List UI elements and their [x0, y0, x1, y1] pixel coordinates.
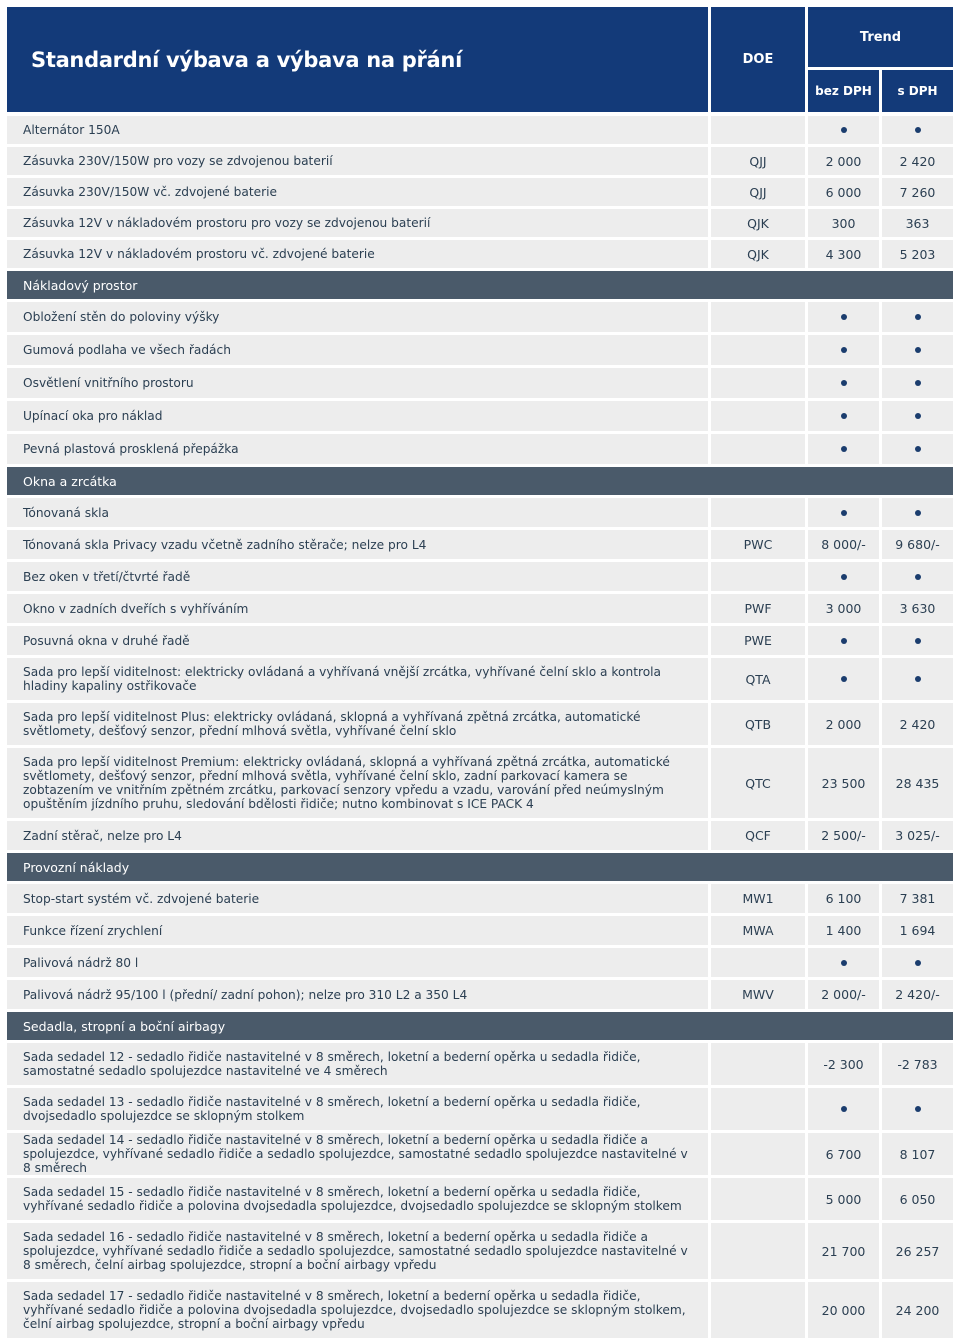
price-bez-dph: 6 000 — [808, 178, 879, 206]
options-table — [7, 116, 953, 1341]
table-row — [7, 1088, 953, 1130]
doe-code: PWC — [711, 530, 805, 559]
table-row — [7, 530, 953, 559]
standard-equipment-dot-icon — [915, 510, 921, 516]
price-s-dph: 363 — [882, 209, 953, 237]
standard-equipment-dot-icon — [841, 314, 847, 320]
table-row — [7, 1223, 953, 1279]
price-bez-dph: 23 500 — [808, 748, 879, 818]
doe-code — [711, 335, 805, 365]
option-description: Zásuvka 12V v nákladovém prostoru vč. zdvojené baterie — [7, 240, 708, 268]
price-bez-dph — [808, 626, 879, 655]
table-row — [7, 948, 953, 977]
section-header: Provozní náklady — [7, 853, 953, 881]
price-bez-dph — [808, 1088, 879, 1130]
s-dph-column-header: s DPH — [882, 70, 953, 112]
standard-equipment-dot-icon — [841, 676, 847, 682]
option-description: Posuvná okna v druhé řadě — [7, 626, 708, 655]
table-row — [7, 147, 953, 175]
doe-code — [711, 401, 805, 431]
price-bez-dph: 6 100 — [808, 884, 879, 913]
standard-equipment-dot-icon — [915, 574, 921, 580]
doe-code — [711, 1088, 805, 1130]
table-row — [7, 1178, 953, 1220]
option-description: Upínací oka pro náklad — [7, 401, 708, 431]
table-row — [7, 1282, 953, 1338]
price-s-dph: -2 783 — [882, 1043, 953, 1085]
price-s-dph: 5 203 — [882, 240, 953, 268]
standard-equipment-dot-icon — [915, 413, 921, 419]
table-row — [7, 368, 953, 398]
standard-equipment-dot-icon — [841, 446, 847, 452]
option-description: Sada sedadel 17 - sedadlo řidiče nastavitelné v 8 směrech, loketní a bederní opěrka u sedadla řidiče, vyhřívané sedadlo řidiče a polovina dvojsedadla spolujezdce, dvojsedadlo spolujezdce se sklopným stolkem, čelní airbag spolujezdce, stropní a boční airbagy vpředu — [7, 1282, 708, 1338]
table-row — [7, 703, 953, 745]
standard-equipment-dot-icon — [841, 413, 847, 419]
price-bez-dph: 5 000 — [808, 1178, 879, 1220]
price-s-dph: 7 381 — [882, 884, 953, 913]
table-row — [7, 748, 953, 818]
standard-equipment-dot-icon — [915, 960, 921, 966]
price-bez-dph: 2 500/- — [808, 821, 879, 850]
option-description: Stop-start systém vč. zdvojené baterie — [7, 884, 708, 913]
price-bez-dph: 300 — [808, 209, 879, 237]
table-row — [7, 335, 953, 365]
price-bez-dph — [808, 368, 879, 398]
standard-equipment-dot-icon — [841, 510, 847, 516]
doe-code — [711, 368, 805, 398]
doe-code — [711, 948, 805, 977]
doe-code — [711, 116, 805, 144]
price-s-dph — [882, 1088, 953, 1130]
price-s-dph: 2 420 — [882, 147, 953, 175]
doe-code — [711, 562, 805, 591]
price-bez-dph — [808, 401, 879, 431]
table-row — [7, 980, 953, 1009]
price-s-dph — [882, 626, 953, 655]
table-row — [7, 1133, 953, 1175]
price-s-dph — [882, 562, 953, 591]
price-bez-dph — [808, 562, 879, 591]
price-bez-dph — [808, 658, 879, 700]
price-s-dph: 7 260 — [882, 178, 953, 206]
page-title: Standardní výbava a výbava na přání — [31, 47, 462, 72]
doe-code: QJK — [711, 240, 805, 268]
price-bez-dph: 6 700 — [808, 1133, 879, 1175]
option-description: Zásuvka 230V/150W pro vozy se zdvojenou baterií — [7, 147, 708, 175]
price-s-dph: 24 200 — [882, 1282, 953, 1338]
price-s-dph — [882, 434, 953, 464]
doe-code — [711, 1043, 805, 1085]
table-row — [7, 401, 953, 431]
table-row — [7, 1043, 953, 1085]
price-s-dph: 2 420 — [882, 703, 953, 745]
price-bez-dph — [808, 116, 879, 144]
section-header: Okna a zrcátka — [7, 467, 953, 495]
standard-equipment-dot-icon — [915, 638, 921, 644]
doe-code — [711, 1282, 805, 1338]
option-description: Bez oken v třetí/čtvrté řadě — [7, 562, 708, 591]
table-row — [7, 434, 953, 464]
doe-code — [711, 498, 805, 527]
option-description: Sada sedadel 12 - sedadlo řidiče nastavitelné v 8 směrech, loketní a bederní opěrka u sedadla řidiče, samostatné sedadlo spolujezdce nastavitelné ve 4 směrech — [7, 1043, 708, 1085]
standard-equipment-dot-icon — [915, 380, 921, 386]
doe-code: QJJ — [711, 147, 805, 175]
price-s-dph: 26 257 — [882, 1223, 953, 1279]
option-description: Okno v zadních dveřích s vyhříváním — [7, 594, 708, 623]
doe-code: QJJ — [711, 178, 805, 206]
table-header — [7, 7, 953, 112]
doe-code — [711, 1178, 805, 1220]
price-s-dph: 28 435 — [882, 748, 953, 818]
price-s-dph: 3 630 — [882, 594, 953, 623]
option-description: Sada sedadel 16 - sedadlo řidiče nastavitelné v 8 směrech, loketní a bederní opěrka u sedadla řidiče a spolujezdce, vyhřívané sedadlo řidiče a sedadlo spolujezdce, samostatné sedadlo spolujezdce nastavitelné v 8 směrech, čelní airbag spolujezdce, stropní a boční airbagy vpředu — [7, 1223, 708, 1279]
price-bez-dph: 2 000 — [808, 147, 879, 175]
table-row — [7, 916, 953, 945]
table-row — [7, 562, 953, 591]
price-s-dph — [882, 498, 953, 527]
price-bez-dph — [808, 434, 879, 464]
standard-equipment-dot-icon — [841, 127, 847, 133]
table-row — [7, 658, 953, 700]
price-s-dph — [882, 658, 953, 700]
option-description: Sada pro lepší viditelnost Plus: elektricky ovládaná, sklopná a vyhřívaná zpětná zrcátka, automatické světlomety, dešťový senzor, přední mlhová světla, vyhřívané čelní sklo — [7, 703, 708, 745]
option-description: Zadní stěrač, nelze pro L4 — [7, 821, 708, 850]
standard-equipment-dot-icon — [841, 960, 847, 966]
standard-equipment-dot-icon — [915, 127, 921, 133]
section-header: Nákladový prostor — [7, 271, 953, 299]
price-bez-dph: 21 700 — [808, 1223, 879, 1279]
price-bez-dph: 1 400 — [808, 916, 879, 945]
doe-code: QTC — [711, 748, 805, 818]
option-description: Palivová nádrž 80 l — [7, 948, 708, 977]
price-s-dph — [882, 302, 953, 332]
option-description: Zásuvka 12V v nákladovém prostoru pro vozy se zdvojenou baterií — [7, 209, 708, 237]
doe-code: MWV — [711, 980, 805, 1009]
table-row — [7, 302, 953, 332]
standard-equipment-dot-icon — [841, 347, 847, 353]
price-bez-dph — [808, 335, 879, 365]
option-description: Alternátor 150A — [7, 116, 708, 144]
bez-dph-column-header: bez DPH — [808, 70, 879, 112]
standard-equipment-dot-icon — [915, 1106, 921, 1112]
price-bez-dph: 2 000/- — [808, 980, 879, 1009]
doe-code — [711, 434, 805, 464]
price-bez-dph: -2 300 — [808, 1043, 879, 1085]
price-s-dph — [882, 335, 953, 365]
doe-code: PWE — [711, 626, 805, 655]
doe-code: MW1 — [711, 884, 805, 913]
standard-equipment-dot-icon — [915, 314, 921, 320]
price-s-dph: 8 107 — [882, 1133, 953, 1175]
option-description: Gumová podlaha ve všech řadách — [7, 335, 708, 365]
price-s-dph — [882, 401, 953, 431]
price-bez-dph — [808, 948, 879, 977]
standard-equipment-dot-icon — [915, 446, 921, 452]
price-bez-dph: 4 300 — [808, 240, 879, 268]
standard-equipment-dot-icon — [915, 676, 921, 682]
table-row — [7, 240, 953, 268]
standard-equipment-dot-icon — [841, 1106, 847, 1112]
doe-code: QCF — [711, 821, 805, 850]
price-s-dph: 9 680/- — [882, 530, 953, 559]
price-bez-dph — [808, 302, 879, 332]
option-description: Sada sedadel 13 - sedadlo řidiče nastavitelné v 8 směrech, loketní a bederní opěrka u sedadla řidiče, dvojsedadlo spolujezdce se sklopným stolkem — [7, 1088, 708, 1130]
option-description: Tónovaná skla Privacy vzadu včetně zadního stěrače; nelze pro L4 — [7, 530, 708, 559]
trend-column-header: Trend — [808, 7, 953, 67]
doe-code — [711, 1223, 805, 1279]
option-description: Osvětlení vnitřního prostoru — [7, 368, 708, 398]
standard-equipment-dot-icon — [841, 574, 847, 580]
price-s-dph: 2 420/- — [882, 980, 953, 1009]
table-row — [7, 178, 953, 206]
option-description: Obložení stěn do poloviny výšky — [7, 302, 708, 332]
standard-equipment-dot-icon — [841, 380, 847, 386]
doe-code: QTA — [711, 658, 805, 700]
table-row — [7, 498, 953, 527]
option-description: Sada pro lepší viditelnost: elektricky ovládaná a vyhřívaná vnější zrcátka, vyhřívané čelní sklo a kontrola hladiny kapaliny ostřikovače — [7, 658, 708, 700]
price-bez-dph — [808, 498, 879, 527]
price-s-dph: 3 025/- — [882, 821, 953, 850]
price-bez-dph: 8 000/- — [808, 530, 879, 559]
standard-equipment-dot-icon — [841, 638, 847, 644]
table-row — [7, 209, 953, 237]
option-description: Pevná plastová prosklená přepážka — [7, 434, 708, 464]
option-description: Palivová nádrž 95/100 l (přední/ zadní pohon); nelze pro 310 L2 a 350 L4 — [7, 980, 708, 1009]
option-description: Zásuvka 230V/150W vč. zdvojené baterie — [7, 178, 708, 206]
doe-code: MWA — [711, 916, 805, 945]
option-description: Funkce řízení zrychlení — [7, 916, 708, 945]
price-bez-dph: 2 000 — [808, 703, 879, 745]
price-bez-dph: 3 000 — [808, 594, 879, 623]
option-description: Sada pro lepší viditelnost Premium: elektricky ovládaná, sklopná a vyhřívaná zpětná zrcátka, automatické světlomety, dešťový senzor, přední mlhová světla, vyhřívané čelní sklo, zadní parkovací kamera se zobtazením ve vnitřním zpětném zrcátku, parkovací senzory vpředu a vzadu, varování před neúmyslným opuštěním jízdního pruhu, sledování bdělosti řidiče; nutno kombinovat s ICE PACK 4 — [7, 748, 708, 818]
price-s-dph — [882, 368, 953, 398]
doe-code: PWF — [711, 594, 805, 623]
doe-code — [711, 302, 805, 332]
doe-code: QJK — [711, 209, 805, 237]
table-row — [7, 594, 953, 623]
price-s-dph: 1 694 — [882, 916, 953, 945]
doe-code: QTB — [711, 703, 805, 745]
table-row — [7, 884, 953, 913]
doe-column-header: DOE — [711, 7, 805, 112]
price-bez-dph: 20 000 — [808, 1282, 879, 1338]
price-s-dph — [882, 116, 953, 144]
price-s-dph — [882, 948, 953, 977]
table-row — [7, 116, 953, 144]
page-title-cell — [7, 7, 708, 112]
section-header: Sedadla, stropní a boční airbagy — [7, 1012, 953, 1040]
option-description: Tónovaná skla — [7, 498, 708, 527]
doe-code — [711, 1133, 805, 1175]
option-description: Sada sedadel 15 - sedadlo řidiče nastavitelné v 8 směrech, loketní a bederní opěrka u sedadla řidiče, vyhřívané sedadlo řidiče a polovina dvojsedadla spolujezdce, dvojsedadlo spolujezdce se sklopným stolkem — [7, 1178, 708, 1220]
price-s-dph: 6 050 — [882, 1178, 953, 1220]
table-row — [7, 626, 953, 655]
table-row — [7, 821, 953, 850]
option-description: Sada sedadel 14 - sedadlo řidiče nastavitelné v 8 směrech, loketní a bederní opěrka u sedadla řidiče a spolujezdce, vyhřívané sedadlo řidiče a sedadlo spolujezdce, samostatné sedadlo spolujezdce nastavitelné v 8 směrech — [7, 1133, 708, 1175]
standard-equipment-dot-icon — [915, 347, 921, 353]
